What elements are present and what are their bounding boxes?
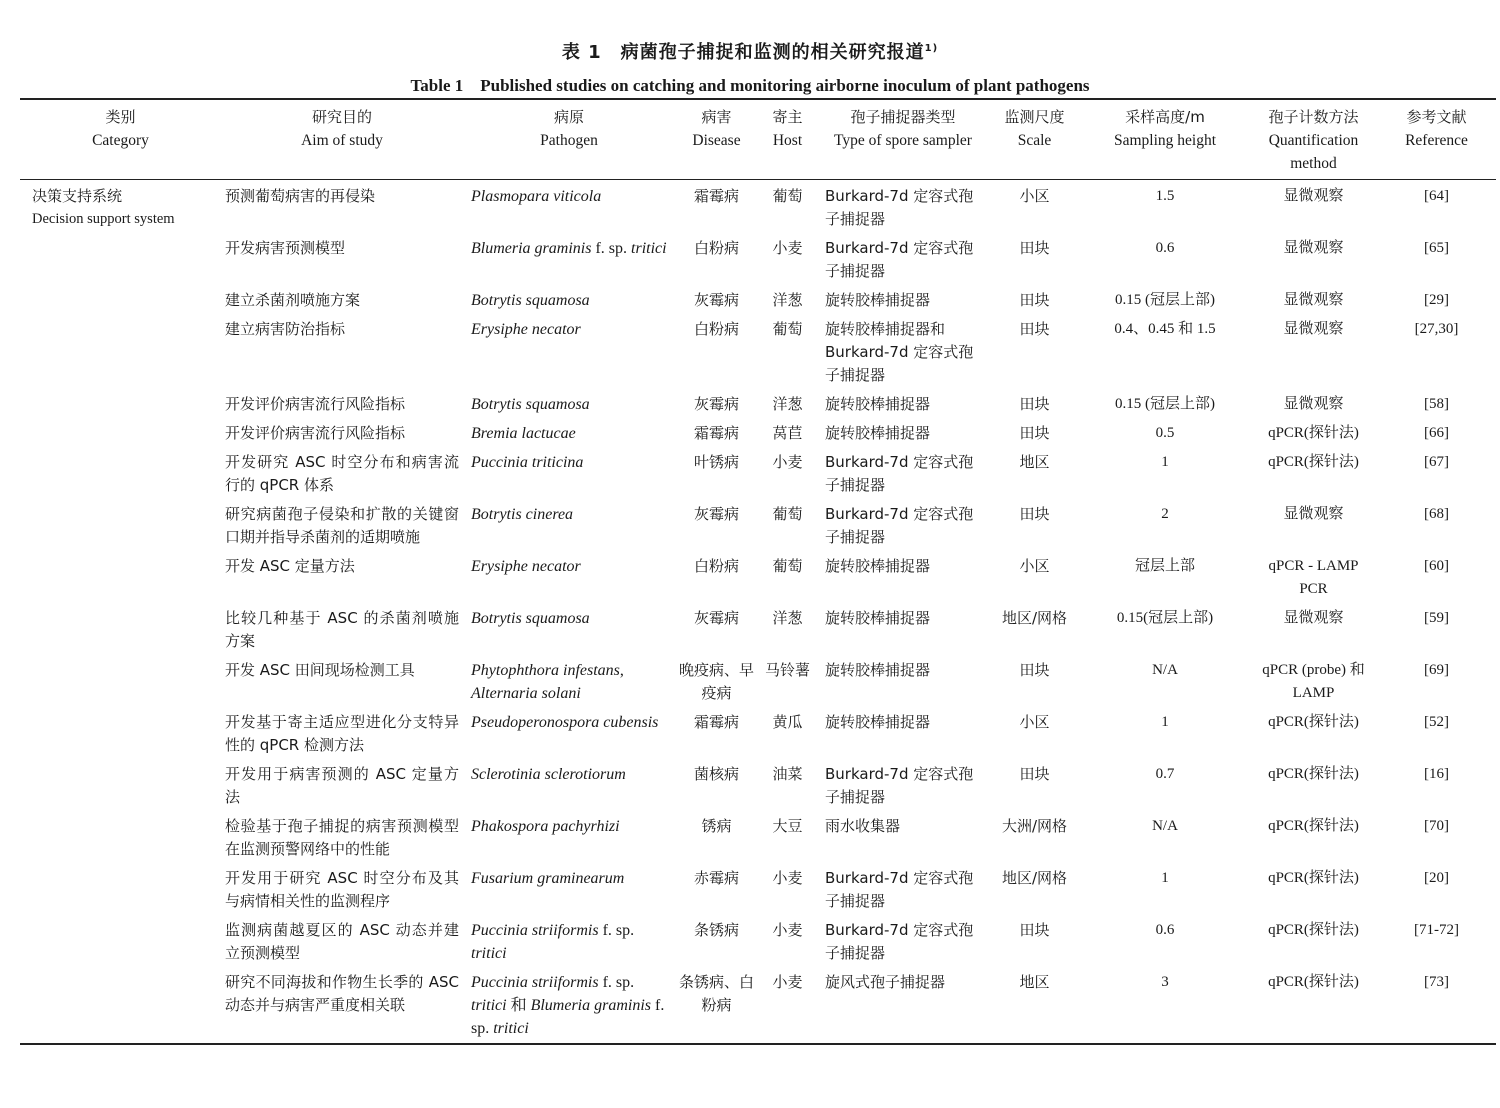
cell-disease: 灰霉病 xyxy=(693,291,739,309)
header-label-en: Disease xyxy=(692,132,741,149)
cell-pathogen: Erysiphe necator xyxy=(471,321,581,338)
header-label-zh: 采样高度/m xyxy=(1125,108,1205,126)
cell-reference: [65] xyxy=(1424,240,1449,256)
cell-scale: 田块 xyxy=(1019,765,1050,783)
cell-method: qPCR (probe) 和 LAMP xyxy=(1262,662,1365,701)
cell-pathogen: Sclerotinia sclerotiorum xyxy=(471,766,626,783)
cell-method: qPCR(探针法) xyxy=(1268,818,1359,834)
cell-height: 0.7 xyxy=(1155,766,1175,782)
cell-pathogen: Blumeria graminis f. sp. tritici xyxy=(471,240,667,257)
cell-sampler: Burkard-7d 定容式孢子捕捉器 xyxy=(825,765,974,806)
cell-category xyxy=(20,968,221,1044)
cell-sampler: 旋转胶棒捕捉器 xyxy=(825,609,931,627)
cell-pathogen: Phakospora pachyrhizi xyxy=(471,818,620,835)
cell-aim: 比较几种基于 ASC 的杀菌剂喷施方案 xyxy=(225,609,459,650)
cell-scale: 地区/网格 xyxy=(1001,609,1068,627)
cell-sampler: 旋转胶棒捕捉器和 Burkard-7d 定容式孢子捕捉器 xyxy=(825,320,974,384)
header-aim xyxy=(221,99,463,180)
table-row xyxy=(20,448,1496,500)
cell-aim: 建立病害防治指标 xyxy=(225,320,346,338)
cell-host: 洋葱 xyxy=(772,609,803,627)
cell-disease: 锈病 xyxy=(701,817,732,835)
cell-pathogen: Puccinia triticina xyxy=(471,454,584,471)
cell-height: 1 xyxy=(1161,870,1169,886)
cell-height: 1 xyxy=(1161,454,1169,470)
table-row xyxy=(20,552,1496,604)
cell-aim: 开发 ASC 定量方法 xyxy=(225,557,355,575)
cell-pathogen: Erysiphe necator xyxy=(471,558,581,575)
cell-scale: 小区 xyxy=(1019,187,1050,205)
cell-sampler: Burkard-7d 定容式孢子捕捉器 xyxy=(825,921,974,962)
cell-disease: 霜霉病 xyxy=(693,424,739,442)
table-body xyxy=(20,180,1496,1045)
cell-height: 0.5 xyxy=(1155,425,1175,441)
table-row xyxy=(20,419,1496,448)
cell-disease: 白粉病 xyxy=(693,320,739,338)
table-row xyxy=(20,916,1496,968)
header-sampling-height xyxy=(1080,99,1250,180)
cell-height: 1 xyxy=(1161,714,1169,730)
cell-aim: 监测病菌越夏区的 ASC 动态并建立预测模型 xyxy=(225,921,459,962)
cell-host: 莴苣 xyxy=(772,424,803,442)
cell-disease: 灰霉病 xyxy=(693,395,739,413)
header-label-zh: 孢子捕捉器类型 xyxy=(850,108,956,126)
cell-host: 小麦 xyxy=(772,239,803,257)
cell-host: 小麦 xyxy=(772,973,803,991)
cell-reference: [70] xyxy=(1424,818,1449,834)
table-row xyxy=(20,390,1496,419)
cell-category xyxy=(20,390,221,419)
cell-method: qPCR(探针法) xyxy=(1268,714,1359,730)
cell-aim: 开发基于寄主适应型进化分支特异性的 qPCR 检测方法 xyxy=(225,713,459,754)
cell-pathogen: Pseudoperonospora cubensis xyxy=(471,714,659,731)
cell-scale: 田块 xyxy=(1019,395,1050,413)
table-row xyxy=(20,656,1496,708)
cell-height: 0.6 xyxy=(1155,922,1175,938)
cell-height: N/A xyxy=(1152,818,1178,834)
cell-scale: 地区 xyxy=(1019,973,1050,991)
cell-aim: 开发病害预测模型 xyxy=(225,239,346,257)
cell-scale: 田块 xyxy=(1019,424,1050,442)
header-label-en: Type of spore sampler xyxy=(834,132,972,149)
table-row xyxy=(20,180,1496,235)
cell-category xyxy=(20,916,221,968)
header-label-zh: 类别 xyxy=(105,108,136,126)
cell-category xyxy=(20,286,221,315)
cell-disease: 白粉病 xyxy=(693,239,739,257)
cell-height: 2 xyxy=(1161,506,1169,522)
cell-method: 显微观察 xyxy=(1283,610,1344,626)
cell-sampler: Burkard-7d 定容式孢子捕捉器 xyxy=(825,187,974,228)
header-label-zh: 参考文献 xyxy=(1406,108,1467,126)
cell-reference: [71-72] xyxy=(1414,922,1459,938)
cell-reference: [16] xyxy=(1424,766,1449,782)
header-disease xyxy=(675,99,758,180)
cell-sampler: Burkard-7d 定容式孢子捕捉器 xyxy=(825,239,974,280)
table-title-en: Table 1 Published studies on catching and monitoring airborne inoculum of plant pathogens xyxy=(410,76,1090,95)
cell-disease: 条锈病 xyxy=(693,921,739,939)
cell-category xyxy=(20,760,221,812)
cell-category xyxy=(20,180,221,235)
cell-disease: 灰霉病 xyxy=(693,505,739,523)
cell-pathogen: Botrytis cinerea xyxy=(471,506,574,523)
cell-method: qPCR(探针法) xyxy=(1268,425,1359,441)
cell-sampler: 旋风式孢子捕捉器 xyxy=(825,973,946,991)
cell-host: 葡萄 xyxy=(772,505,803,523)
cell-disease: 霜霉病 xyxy=(693,187,739,205)
cell-method: 显微观察 xyxy=(1283,240,1344,256)
header-label-zh: 病原 xyxy=(553,108,584,126)
cell-reference: [20] xyxy=(1424,870,1449,886)
cell-pathogen: Fusarium graminearum xyxy=(471,870,625,887)
cell-host: 葡萄 xyxy=(772,320,803,338)
cell-pathogen: Plasmopara viticola xyxy=(471,188,602,205)
cell-scale: 田块 xyxy=(1019,661,1050,679)
cell-reference: [58] xyxy=(1424,396,1449,412)
cell-method: 显微观察 xyxy=(1283,396,1344,412)
cell-reference: [67] xyxy=(1424,454,1449,470)
cell-host: 马铃薯 xyxy=(764,661,810,679)
header-quant-method xyxy=(1250,99,1377,180)
header-label-zh: 寄主 xyxy=(772,108,803,126)
cell-disease: 白粉病 xyxy=(693,557,739,575)
cell-scale: 田块 xyxy=(1019,239,1050,257)
cell-height: 3 xyxy=(1161,974,1169,990)
header-label-en: Category xyxy=(92,132,149,149)
header-label-en: Aim of study xyxy=(301,132,383,149)
cell-sampler: 旋转胶棒捕捉器 xyxy=(825,713,931,731)
cell-aim: 研究病菌孢子侵染和扩散的关键窗口期并指导杀菌剂的适期喷施 xyxy=(225,505,459,546)
header-label-en: Scale xyxy=(1017,132,1052,149)
cell-pathogen: Botrytis squamosa xyxy=(471,292,590,309)
cell-reference: [64] xyxy=(1424,188,1449,204)
cell-aim: 开发 ASC 田间现场检测工具 xyxy=(225,661,415,679)
cell-reference: [68] xyxy=(1424,506,1449,522)
cell-sampler: 旋转胶棒捕捉器 xyxy=(825,661,931,679)
cell-host: 葡萄 xyxy=(772,557,803,575)
table-row xyxy=(20,708,1496,760)
header-scale xyxy=(989,99,1080,180)
cell-disease: 灰霉病 xyxy=(693,609,739,627)
cell-scale: 田块 xyxy=(1019,291,1050,309)
category-en: Decision support system xyxy=(32,211,175,227)
cell-scale: 小区 xyxy=(1019,713,1050,731)
cell-sampler: 雨水收集器 xyxy=(825,817,901,835)
header-label-en: Reference xyxy=(1405,132,1468,149)
table-row xyxy=(20,968,1496,1044)
cell-category xyxy=(20,604,221,656)
table-row xyxy=(20,864,1496,916)
cell-host: 葡萄 xyxy=(772,187,803,205)
cell-pathogen: Puccinia striiformis f. sp. tritici xyxy=(471,922,635,962)
cell-aim: 预测葡萄病害的再侵染 xyxy=(225,187,376,205)
cell-height: 1.5 xyxy=(1155,188,1175,204)
cell-category xyxy=(20,552,221,604)
cell-aim: 开发研究 ASC 时空分布和病害流行的 qPCR 体系 xyxy=(225,453,459,494)
header-label-zh: 研究目的 xyxy=(311,108,372,126)
cell-pathogen: Puccinia striiformis f. sp. tritici 和 Blumeria graminis f. sp. tritici xyxy=(471,974,665,1037)
category-zh: 决策支持系统 xyxy=(32,187,123,205)
cell-height: 0.4、0.45 和 1.5 xyxy=(1114,321,1216,337)
cell-disease: 晚疫病、早疫病 xyxy=(679,661,755,702)
cell-disease: 条锈病、白粉病 xyxy=(679,973,755,1014)
cell-host: 油菜 xyxy=(772,765,803,783)
header-label-zh: 病害 xyxy=(701,108,732,126)
cell-pathogen: Botrytis squamosa xyxy=(471,396,590,413)
cell-method: 显微观察 xyxy=(1283,506,1344,522)
cell-sampler: 旋转胶棒捕捉器 xyxy=(825,291,931,309)
table-row xyxy=(20,500,1496,552)
cell-host: 洋葱 xyxy=(772,395,803,413)
cell-height: 0.15(冠层上部) xyxy=(1116,610,1214,626)
cell-category xyxy=(20,419,221,448)
cell-category xyxy=(20,864,221,916)
cell-reference: [69] xyxy=(1424,662,1449,678)
cell-scale: 田块 xyxy=(1019,921,1050,939)
studies-table xyxy=(20,98,1496,1045)
header-label-en: Host xyxy=(772,132,803,149)
header-pathogen xyxy=(463,99,675,180)
cell-sampler: 旋转胶棒捕捉器 xyxy=(825,424,931,442)
cell-method: 显微观察 xyxy=(1283,292,1344,308)
cell-host: 小麦 xyxy=(772,921,803,939)
table-row xyxy=(20,286,1496,315)
header-row xyxy=(20,99,1496,180)
cell-sampler: 旋转胶棒捕捉器 xyxy=(825,557,931,575)
header-host xyxy=(758,99,817,180)
cell-reference: [27,30] xyxy=(1414,321,1459,337)
cell-method: qPCR(探针法) xyxy=(1268,922,1359,938)
cell-disease: 叶锈病 xyxy=(693,453,739,471)
table-row xyxy=(20,760,1496,812)
cell-aim: 开发用于研究 ASC 时空分布及其与病情相关性的监测程序 xyxy=(225,869,459,910)
cell-disease: 赤霉病 xyxy=(693,869,739,887)
header-label-en: Pathogen xyxy=(540,132,598,149)
header-label-zh: 孢子计数方法 xyxy=(1268,108,1359,126)
cell-scale: 大洲/网格 xyxy=(1001,817,1068,835)
cell-category xyxy=(20,234,221,286)
cell-reference: [66] xyxy=(1424,425,1449,441)
cell-scale: 田块 xyxy=(1019,320,1050,338)
cell-method: 显微观察 xyxy=(1283,321,1344,337)
cell-reference: [60] xyxy=(1424,558,1449,574)
cell-reference: [73] xyxy=(1424,974,1449,990)
table-title-zh: 表 1 病菌孢子捕捉和监测的相关研究报道$^{1)}$ xyxy=(561,42,939,63)
cell-height: 0.15 (冠层上部) xyxy=(1115,396,1215,412)
cell-reference: [52] xyxy=(1424,714,1449,730)
header-label-zh: 监测尺度 xyxy=(1004,108,1065,126)
cell-scale: 小区 xyxy=(1019,557,1050,575)
cell-height: 0.15 (冠层上部) xyxy=(1115,292,1215,308)
cell-category xyxy=(20,812,221,864)
header-reference xyxy=(1377,99,1496,180)
cell-reference: [29] xyxy=(1424,292,1449,308)
cell-host: 小麦 xyxy=(772,453,803,471)
cell-pathogen: Bremia lactucae xyxy=(471,425,576,442)
cell-method: qPCR(探针法) xyxy=(1268,870,1359,886)
cell-host: 小麦 xyxy=(772,869,803,887)
cell-method: qPCR(探针法) xyxy=(1268,454,1359,470)
cell-host: 大豆 xyxy=(772,817,803,835)
cell-host: 黄瓜 xyxy=(772,713,803,731)
cell-sampler: Burkard-7d 定容式孢子捕捉器 xyxy=(825,505,974,546)
table-row xyxy=(20,315,1496,390)
cell-method: qPCR - LAMP PCR xyxy=(1268,558,1359,597)
cell-aim: 开发评价病害流行风险指标 xyxy=(225,424,406,442)
cell-height: N/A xyxy=(1152,662,1178,678)
cell-height: 冠层上部 xyxy=(1134,558,1195,574)
table-row xyxy=(20,604,1496,656)
cell-aim: 研究不同海拔和作物生长季的 ASC 动态并与病害严重度相关联 xyxy=(225,973,459,1014)
cell-host: 洋葱 xyxy=(772,291,803,309)
cell-category xyxy=(20,656,221,708)
cell-reference: [59] xyxy=(1424,610,1449,626)
header-label-en: Quantification method xyxy=(1268,132,1359,172)
cell-category xyxy=(20,500,221,552)
table-row xyxy=(20,234,1496,286)
cell-pathogen: Botrytis squamosa xyxy=(471,610,590,627)
cell-category xyxy=(20,708,221,760)
cell-category xyxy=(20,315,221,390)
header-category xyxy=(20,99,221,180)
cell-aim: 开发用于病害预测的 ASC 定量方法 xyxy=(225,765,459,806)
cell-disease: 霜霉病 xyxy=(693,713,739,731)
cell-disease: 菌核病 xyxy=(693,765,739,783)
cell-sampler: Burkard-7d 定容式孢子捕捉器 xyxy=(825,453,974,494)
cell-scale: 地区/网格 xyxy=(1001,869,1068,887)
cell-height: 0.6 xyxy=(1155,240,1175,256)
header-label-en: Sampling height xyxy=(1113,132,1217,149)
cell-method: 显微观察 xyxy=(1283,188,1344,204)
cell-category xyxy=(20,448,221,500)
cell-scale: 地区 xyxy=(1019,453,1050,471)
table-row xyxy=(20,812,1496,864)
cell-aim: 建立杀菌剂喷施方案 xyxy=(225,291,361,309)
cell-scale: 田块 xyxy=(1019,505,1050,523)
cell-method: qPCR(探针法) xyxy=(1268,974,1359,990)
header-sampler-type xyxy=(817,99,989,180)
cell-sampler: Burkard-7d 定容式孢子捕捉器 xyxy=(825,869,974,910)
cell-pathogen: Phytophthora infestans, Alternaria solani xyxy=(471,662,624,702)
cell-aim: 开发评价病害流行风险指标 xyxy=(225,395,406,413)
cell-method: qPCR(探针法) xyxy=(1268,766,1359,782)
cell-sampler: 旋转胶棒捕捉器 xyxy=(825,395,931,413)
cell-aim: 检验基于孢子捕捉的病害预测模型在监测预警网络中的性能 xyxy=(225,817,459,858)
